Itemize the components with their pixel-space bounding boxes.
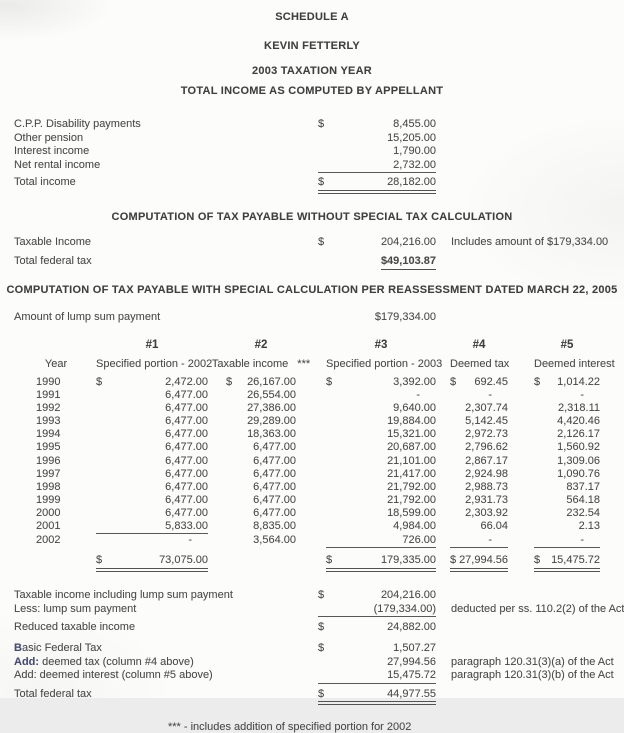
amount: - (188, 534, 192, 547)
appellant-name: KEVIN FETTERLY (264, 40, 360, 52)
amount: 29,289.00 (247, 415, 296, 428)
table-row (0, 441, 624, 454)
summary-row (0, 621, 624, 635)
row-note: paragraph 120.31(3)(a) of the Act (451, 655, 614, 668)
amount: 19,884.00 (387, 415, 436, 428)
amount: 692.45 (474, 375, 508, 388)
money-cell (318, 669, 436, 684)
money-cell (318, 118, 436, 132)
money-cell (318, 621, 436, 635)
amount: 2,472.00 (165, 375, 208, 388)
money-cell (318, 132, 436, 146)
amount: 8,835.00 (253, 519, 296, 532)
total-amount: 73,075.00 (159, 554, 208, 567)
section-heading-without-special: COMPUTATION OF TAX PAYABLE WITHOUT SPECIAL TAX CALCULATION (111, 210, 513, 223)
amount: 726.00 (402, 534, 436, 547)
amount: 564.18 (566, 493, 600, 506)
amount: 6,477.00 (165, 506, 208, 519)
money-cell (318, 176, 436, 194)
row-label: Reduced taxable income (14, 621, 136, 634)
summary-row (0, 603, 624, 618)
amount: 2,796.62 (465, 441, 508, 454)
summary-row (0, 589, 624, 603)
income-row (0, 132, 624, 146)
table-row (0, 520, 624, 534)
row-note: Includes amount of $179,334.00 (451, 235, 609, 248)
amount: 2,931.73 (465, 493, 508, 506)
amount: 18,599.00 (387, 506, 436, 519)
year-cell: 1996 (36, 454, 61, 467)
amount: 3,564.00 (253, 534, 296, 547)
money-cell (318, 311, 436, 325)
dollar-sign: $ (318, 642, 325, 655)
pen-correction: Add: (14, 655, 40, 668)
year-cell: 1995 (36, 441, 61, 454)
amount: 1,507.27 (393, 642, 436, 655)
amount: 21,417.00 (387, 467, 436, 480)
year-cell: 1991 (36, 389, 61, 402)
amount: 6,477.00 (253, 480, 296, 493)
amount: 1,090.76 (557, 467, 600, 480)
total-amount: 179,335.00 (380, 554, 436, 567)
amount: 1,790.00 (393, 145, 436, 158)
amount: 6,477.00 (165, 389, 208, 402)
amount: 44,977.55 (387, 687, 436, 700)
amount: 66.04 (480, 519, 508, 532)
money-cell (318, 145, 436, 159)
table-row (0, 468, 624, 481)
table-totals-row (0, 551, 624, 572)
row-label: Net rental income (14, 158, 101, 171)
amount: 18,363.00 (247, 428, 296, 441)
amount: 4,984.00 (393, 519, 436, 532)
row-label: Other pension (14, 131, 84, 144)
amount: 837.17 (566, 480, 600, 493)
money-cell (318, 656, 436, 670)
amount: 6,477.00 (253, 467, 296, 480)
dollar-sign: $ (534, 375, 541, 388)
amount: 15,321.00 (387, 428, 436, 441)
column-number: #3 (374, 338, 388, 351)
amount: 204,216.00 (380, 235, 436, 248)
dollar-sign: $ (318, 176, 325, 189)
column-number: #4 (472, 338, 486, 351)
amount: 6,477.00 (165, 402, 208, 415)
table-row (0, 415, 624, 428)
amount: 2,988.73 (465, 480, 508, 493)
amount: (179,334.00) (373, 602, 436, 615)
section-heading-with-special: COMPUTATION OF TAX PAYABLE WITH SPECIAL CALCULATION PER REASSESSMENT DATED MARCH 22, 2005 (6, 284, 618, 297)
money-cell (318, 159, 436, 174)
row-label: Total federal tax (14, 687, 92, 700)
row-label: Total income (14, 176, 76, 189)
federal-tax-row (0, 255, 624, 271)
table-row (0, 494, 624, 507)
summary-row (0, 669, 624, 684)
table-row (0, 428, 624, 441)
row-label: Amount of lump sum payment (14, 311, 161, 324)
dollar-sign: $ (96, 554, 103, 567)
column-number: #5 (560, 338, 574, 351)
dollar-sign: $ (534, 554, 541, 567)
money-cell (318, 642, 436, 656)
row-label: Taxable Income (14, 235, 92, 248)
amount: 6,477.00 (165, 480, 208, 493)
money-cell (318, 236, 436, 250)
column-number: #1 (145, 338, 159, 351)
taxation-year: 2003 TAXATION YEAR (251, 65, 373, 77)
amount: 6,477.00 (165, 467, 208, 480)
amount: 26,167.00 (247, 375, 296, 388)
amount: 2,867.17 (465, 454, 508, 467)
amount: $49,103.87 (381, 255, 436, 271)
amount: $179,334.00 (374, 311, 436, 324)
income-row (0, 159, 624, 174)
amount: 6,477.00 (253, 506, 296, 519)
amount: 2,972.73 (465, 428, 508, 441)
summary-row (0, 642, 624, 656)
amount: 3,392.00 (393, 375, 436, 388)
dollar-sign: $ (96, 375, 103, 388)
footnote-stars: *** (297, 357, 311, 370)
table-row (0, 481, 624, 494)
amount: 15,205.00 (387, 131, 436, 144)
row-note: paragraph 120.31(3)(b) of the Act (451, 669, 614, 682)
amount: 4,420.46 (557, 415, 600, 428)
amount: 6,477.00 (165, 454, 208, 467)
table-row (0, 507, 624, 520)
table-footnote: *** - includes addition of specified portion for 2002 (168, 721, 412, 733)
amount: 6,477.00 (253, 454, 296, 467)
income-row (0, 118, 624, 132)
amount: - (488, 534, 492, 547)
row-label: Add: deemed interest (column #5 above) (14, 669, 213, 682)
dollar-sign: $ (318, 589, 325, 602)
amount: 6,477.00 (165, 415, 208, 428)
dollar-sign: $ (226, 375, 233, 388)
amount: 6,477.00 (165, 493, 208, 506)
schedule-table (0, 376, 624, 572)
column-header: Specified portion - 2003 (326, 357, 443, 370)
dollar-sign: $ (326, 554, 333, 567)
lump-sum-row (0, 311, 624, 325)
table-row (0, 534, 624, 548)
year-cell: 1999 (36, 493, 61, 506)
dollar-sign: $ (450, 375, 457, 388)
amount: 232.54 (566, 506, 600, 519)
income-total-row (0, 176, 624, 194)
amount: 6,477.00 (253, 441, 296, 454)
column-header: Deemed interest (534, 357, 615, 370)
column-header: Year (44, 357, 68, 370)
year-cell: 1994 (36, 428, 61, 441)
column-number: #2 (254, 338, 268, 351)
money-cell (318, 603, 436, 618)
dollar-sign: $ (318, 621, 325, 634)
year-cell: 1993 (36, 415, 61, 428)
year-cell: 2002 (36, 534, 61, 547)
year-cell: 1992 (36, 402, 61, 415)
table-column-headers (0, 358, 624, 371)
year-cell: 1990 (36, 375, 61, 388)
amount: 21,101.00 (387, 454, 436, 467)
amount: 2,303.92 (465, 506, 508, 519)
amount: 21,792.00 (387, 493, 436, 506)
amount: - (416, 389, 420, 402)
amount: 1,014.22 (557, 375, 600, 388)
table-column-numbers (0, 336, 624, 352)
dollar-sign: $ (326, 375, 333, 388)
amount: 2,307.74 (465, 402, 508, 415)
amount: 24,882.00 (387, 621, 436, 634)
income-section (0, 118, 624, 194)
amount: 6,477.00 (165, 428, 208, 441)
money-cell (318, 255, 436, 271)
column-header: Taxable income (211, 357, 289, 370)
dollar-sign: $ (318, 235, 325, 248)
row-note: deducted per ss. 110.2(2) of the Act (451, 602, 624, 615)
total-amount: 15,475.72 (551, 554, 600, 567)
table-row (0, 402, 624, 415)
year-cell: 2000 (36, 506, 61, 519)
table-row (0, 389, 624, 402)
dollar-sign: $ (318, 118, 325, 130)
amount: 6,477.00 (253, 493, 296, 506)
amount: 8,455.00 (393, 118, 436, 130)
taxable-income-row (0, 236, 624, 250)
row-label: C.P.P. Disability payments (14, 118, 141, 130)
row-label: Taxable income including lump sum payment (14, 589, 233, 602)
year-cell: 2001 (36, 519, 61, 532)
row-label: deemed tax (column #4 above) (39, 655, 194, 668)
amount: 1,309.06 (557, 454, 600, 467)
row-label: asic Federal Tax (21, 642, 102, 655)
amount: 204,216.00 (380, 589, 436, 602)
amount: 2,126.17 (557, 428, 600, 441)
row-label: Interest income (14, 145, 90, 158)
amount: 2.13 (578, 519, 600, 532)
year-cell: 1997 (36, 467, 61, 480)
dollar-sign: $ (450, 554, 457, 567)
total-income-heading: TOTAL INCOME AS COMPUTED BY APPELLANT (180, 85, 444, 97)
amount: 2,318.11 (557, 402, 600, 415)
amount: 2,924.98 (465, 467, 508, 480)
total-amount: 27,994.56 (459, 554, 508, 567)
money-cell (318, 688, 436, 706)
column-header: Specified portion - 2002 (96, 357, 213, 370)
column-header: Deemed tax (450, 357, 510, 370)
amount: 27,386.00 (247, 402, 296, 415)
year-cell: 1998 (36, 480, 61, 493)
table-row (0, 376, 624, 389)
amount: 6,477.00 (165, 441, 208, 454)
amount: 5,142.45 (465, 415, 508, 428)
amount: 21,792.00 (387, 480, 436, 493)
amount: - (488, 389, 492, 402)
amount: 27,994.56 (387, 655, 436, 668)
pen-correction: B (14, 642, 22, 655)
amount: 15,475.72 (387, 669, 436, 682)
amount: - (580, 534, 584, 547)
income-row (0, 145, 624, 159)
summary-section (0, 589, 624, 705)
table-row (0, 455, 624, 468)
money-cell (318, 589, 436, 603)
amount: 9,640.00 (393, 402, 436, 415)
amount: 20,687.00 (387, 441, 436, 454)
amount: 1,560.92 (557, 441, 600, 454)
amount: 5,833.00 (165, 519, 208, 532)
row-label: Total federal tax (14, 254, 92, 267)
dollar-sign: $ (318, 687, 325, 700)
schedule-title: SCHEDULE A (275, 11, 349, 23)
summary-row (0, 656, 624, 670)
document-header (0, 0, 624, 97)
summary-total-row (0, 688, 624, 706)
row-label: Less: lump sum payment (14, 602, 137, 615)
amount: 28,182.00 (387, 176, 436, 189)
amount: - (580, 389, 584, 402)
amount: 26,554.00 (247, 389, 296, 402)
amount: 2,732.00 (393, 158, 436, 171)
